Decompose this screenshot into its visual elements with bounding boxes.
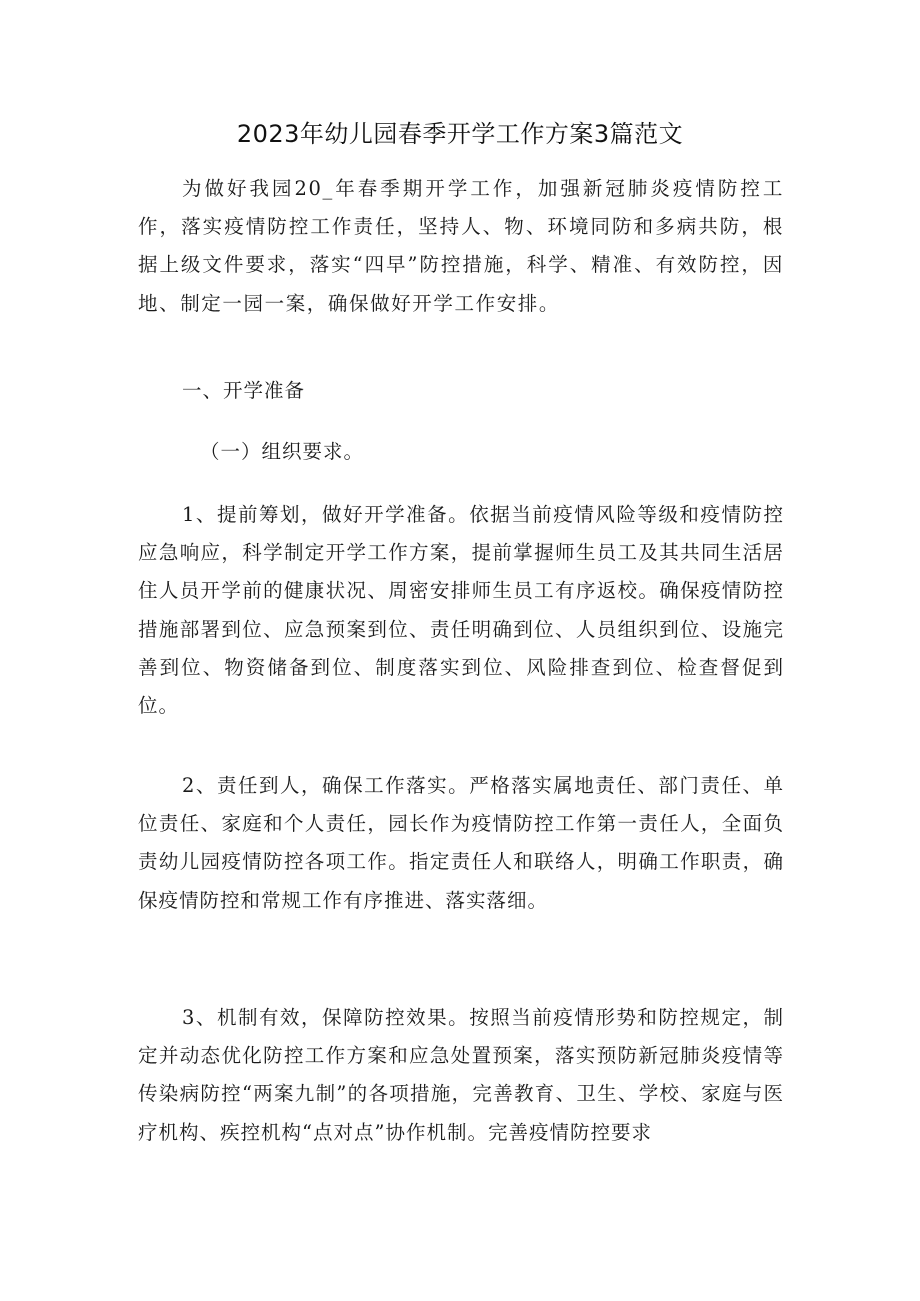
list-item: 2、责任到人，确保工作落实。严格落实属地责任、部门责任、单位责任、家庭和个人责任，园长作为疫情防控工作第一责任人，全面负责幼儿园疫情防控各项工作。指定责任人和联络人，明确工作职责，确保疫情防控和常规工作有序推进、落实落细。 — [138, 774, 784, 912]
subsection-heading: （一）组织要求。 — [200, 440, 365, 463]
intro-paragraph: 为做好我园20_年春季期开学工作，加强新冠肺炎疫情防控工作，落实疫情防控工作责任，坚持人、物、环境同防和多病共防，根据上级文件要求，落实“四早”防控措施，科学、精准、有效防控，因地、制定一园一案，确保做好开学工作安排。 — [138, 177, 784, 315]
document-title: 2023年幼儿园春季开学工作方案3篇范文 — [236, 120, 684, 148]
list-item: 3、机制有效，保障防控效果。按照当前疫情形势和防控规定，制定并动态优化防控工作方案和应急处置预案，落实预防新冠肺炎疫情等传染病防控“两案九制”的各项措施，完善教育、卫生、学校、家庭与医疗机构、疾控机构“点对点”协作机制。完善疫情防控要求 — [138, 1006, 784, 1144]
section-heading: 一、开学准备 — [182, 379, 306, 402]
list-item: 1、提前筹划，做好开学准备。依据当前疫情风险等级和疫情防控应急响应，科学制定开学工作方案，提前掌握师生员工及其共同生活居住人员开学前的健康状况、周密安排师生员工有序返校。确保疫情防控措施部署到位、应急预案到位、责任明确到位、人员组织到位、设施完善到位、物资储备到位、制度落实到位、风险排查到位、检查督促到位。 — [138, 503, 784, 718]
